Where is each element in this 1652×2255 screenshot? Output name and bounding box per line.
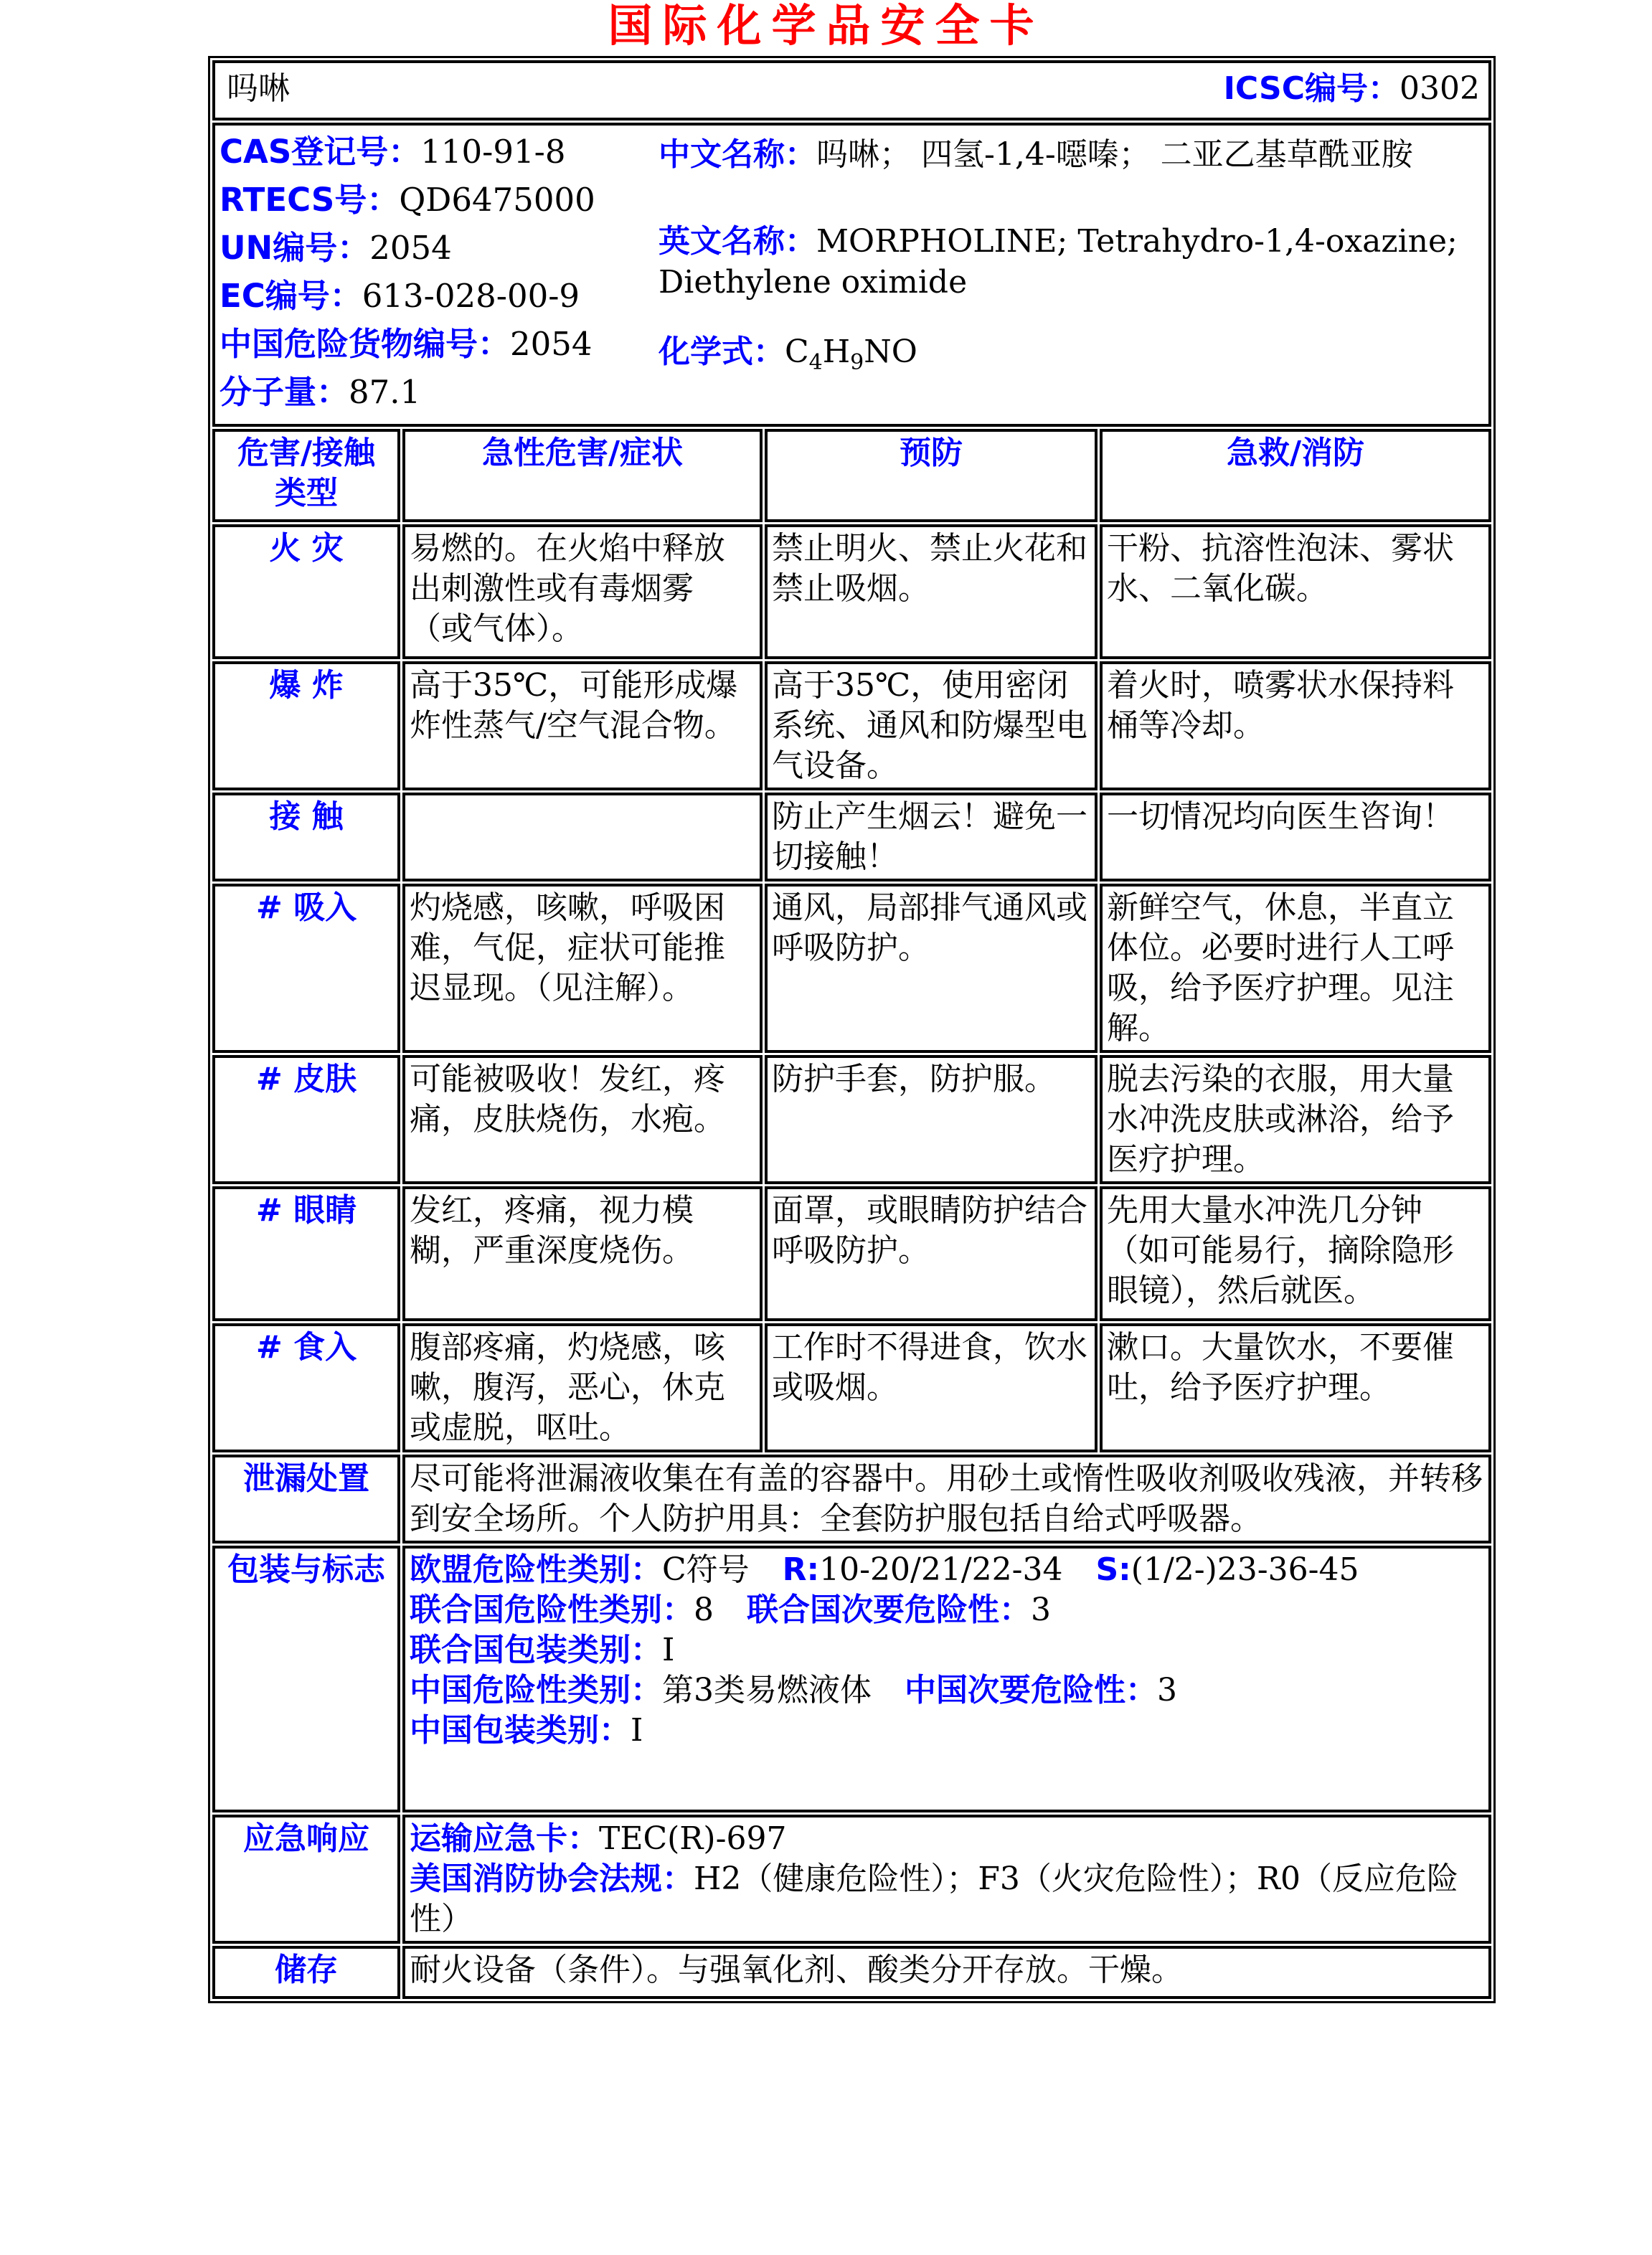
emergency-text [402,1815,1491,1944]
china-subrisk-label: 中国次要危险性： [905,1672,1157,1709]
china-packing-label: 中国包装类别： [410,1712,631,1749]
molecular-weight [220,374,659,410]
explosion-aid: 着火时，喷雾状水保持料桶等冷却。 [1100,661,1491,790]
rtecs-value: QD6475000 [399,181,595,219]
packaging-row [212,1546,1491,1812]
china-class-value: 第3类易燃液体 [662,1672,872,1709]
tec-value: TEC(R)-697 [599,1820,787,1858]
exposure-symptom [402,793,763,881]
explosion-label: 爆 炸 [212,661,400,790]
chemical-names [659,127,1484,383]
rtecs-number [220,182,659,218]
nfpa-label: 美国消防协会法规： [410,1861,694,1898]
un-packing-value: I [662,1632,675,1669]
identifiers-row [212,123,1491,427]
hazard-row-explosion [212,661,1491,790]
skin-aid: 脱去污染的衣服，用大量水冲洗皮肤或淋浴，给予医疗护理。 [1100,1055,1491,1184]
icsc-card [208,56,1481,2003]
skin-label: # 皮肤 [212,1055,400,1184]
storage-text: 耐火设备（条件）。与强氧化剂、酸类分开存放。干燥。 [402,1946,1491,1999]
un-label: UN编号： [220,229,370,268]
china-class-label: 中国危险性类别： [410,1672,662,1709]
formula-label: 化学式： [659,334,785,371]
header-prevention: 预防 [765,429,1098,522]
cas-value: 110-91-8 [420,133,566,171]
china-hazard-class [410,1670,1484,1711]
chinese-name-value: 吗啉； 四氢-1,4-噁嗪； 二亚乙基草酰亚胺 [816,136,1413,174]
ec-value: 613-028-00-9 [362,277,580,316]
ec-number [220,278,659,314]
skin-prevention: 防护手套，防护服。 [765,1055,1098,1184]
china-dg-number [220,326,659,362]
un-hazard-class [410,1590,1484,1630]
spill-text: 尽可能将泄漏液收集在有盖的容器中。用砂土或惰性吸收剂吸收残液，并转移到安全场所。个人防护用具：全套防护服包括自给式呼吸器。 [402,1455,1491,1543]
un-packing-group [410,1630,1484,1670]
un-class-label: 联合国危险性类别： [410,1592,694,1629]
inhalation-aid: 新鲜空气，休息，半直立体位。必要时进行人工呼吸，给予医疗护理。见注解。 [1100,884,1491,1053]
header-acute-hazards: 急性危害/症状 [402,429,763,522]
skin-symptom: 可能被吸收！发红，疼痛，皮肤烧伤，水疱。 [402,1055,763,1184]
english-name-value: MORPHOLINE; Tetrahydro-1,4-oxazine; Diethylene oximide [659,223,1458,301]
eyes-aid: 先用大量水冲洗几分钟（如可能易行，摘除隐形眼镜），然后就医。 [1100,1186,1491,1321]
un-value: 2054 [369,229,452,268]
substance-name: 吗啉 [227,70,290,108]
fire-aid: 干粉、抗溶性泡沫、雾状水、二氧化碳。 [1100,524,1491,659]
chinese-name [659,134,1484,175]
r-phrases-value: 10-20/21/22-34 [819,1551,1063,1589]
formula-value: $C_4H_9NO$ [785,334,917,375]
eu-hazard-class [410,1550,1484,1590]
ec-label: EC编号： [220,277,362,316]
card-header-cell [212,60,1491,120]
header-hazard-type: 危害/接触 类型 [212,429,400,522]
cas-label: CAS登记号： [220,133,421,171]
explosion-symptom: 高于35℃，可能形成爆炸性蒸气/空气混合物。 [402,661,763,790]
fire-prevention: 禁止明火、禁止火花和禁止吸烟。 [765,524,1098,659]
icsc-number-value: 0302 [1400,70,1481,108]
molecular-weight-value: 87.1 [349,373,421,412]
china-subrisk-value: 3 [1157,1672,1177,1709]
transport-emergency-card [410,1819,1484,1859]
ingestion-prevention: 工作时不得进食，饮水或吸烟。 [765,1323,1098,1452]
chinese-name-label: 中文名称： [659,136,816,174]
spill-label: 泄漏处置 [212,1455,400,1543]
card-header-row [212,60,1491,120]
identifiers-cell [212,123,1491,427]
header-firstaid-firefighting: 急救/消防 [1100,429,1491,522]
storage-label: 储存 [212,1946,400,1999]
hazard-row-ingestion [212,1323,1491,1452]
hazard-row-skin [212,1055,1491,1184]
china-packing-value: I [631,1712,643,1749]
inhalation-symptom: 灼烧感，咳嗽，呼吸困难，气促，症状可能推迟显现。（见注解）。 [402,884,763,1053]
un-subrisk-label: 联合国次要危险性： [747,1592,1031,1629]
un-packing-label: 联合国包装类别： [410,1632,662,1669]
eyes-symptom: 发红，疼痛，视力模糊，严重深度烧伤。 [402,1186,763,1321]
emergency-row [212,1815,1491,1944]
china-dg-value: 2054 [510,325,593,364]
emergency-label: 应急响应 [212,1815,400,1944]
explosion-prevention: 高于35℃，使用密闭系统、通风和防爆型电气设备。 [765,661,1098,790]
packaging-label: 包装与标志 [212,1546,400,1812]
english-name-label: 英文名称： [659,223,816,260]
page-title: 国际化学品安全卡 [608,0,1044,52]
eu-class-value: C符号 [662,1551,750,1589]
un-class-value: 8 [694,1592,714,1629]
english-name [659,221,1484,303]
ingestion-symptom: 腹部疼痛，灼烧感，咳嗽，腹泻，恶心，休克或虚脱，呕吐。 [402,1323,763,1452]
packaging-text [402,1546,1491,1812]
fire-label: 火 灾 [212,524,400,659]
hazard-header-row [212,429,1491,522]
s-phrases-value: (1/2-)23-36-45 [1131,1551,1359,1589]
eyes-label: # 眼睛 [212,1186,400,1321]
molecular-weight-label: 分子量： [220,373,349,412]
hazard-row-eyes [212,1186,1491,1321]
cas-number [220,134,659,170]
eu-class-label: 欧盟危险性类别： [410,1551,662,1589]
icsc-number [1224,69,1480,109]
inhalation-prevention: 通风，局部排气通风或呼吸防护。 [765,884,1098,1053]
china-dg-label: 中国危险货物编号： [220,325,511,364]
hazard-row-inhalation [212,884,1491,1053]
ingestion-label: # 食入 [212,1323,400,1452]
fire-symptom: 易燃的。在火焰中释放出刺激性或有毒烟雾（或气体）。 [402,524,763,659]
un-number [220,230,659,266]
exposure-prevention: 防止产生烟云！避免一切接触！ [765,793,1098,881]
nfpa-value: H2（健康危险性）；F3（火灾危险性）；R0（反应危险性） [410,1861,1459,1938]
spill-row [212,1455,1491,1543]
un-subrisk-value: 3 [1031,1592,1051,1629]
rtecs-label: RTECS号： [220,181,400,219]
s-phrases-label: S: [1095,1551,1131,1589]
exposure-label: 接 触 [212,793,400,881]
ingestion-aid: 漱口。大量饮水，不要催吐，给予医疗护理。 [1100,1323,1491,1452]
eyes-prevention: 面罩，或眼睛防护结合呼吸防护。 [765,1186,1098,1321]
inhalation-label: # 吸入 [212,884,400,1053]
icsc-table [208,56,1496,2003]
exposure-aid: 一切情况均向医生咨询！ [1100,793,1491,881]
r-phrases-label: R: [782,1551,820,1589]
storage-row [212,1946,1491,1999]
nfpa-code [410,1859,1484,1939]
hazard-row-fire [212,524,1491,659]
icsc-number-label: ICSC编号： [1223,70,1400,108]
chemical-formula [659,331,1484,383]
tec-label: 运输应急卡： [410,1820,599,1858]
identifier-list [220,127,659,422]
china-packing-group [410,1711,1484,1751]
hazard-row-exposure [212,793,1491,881]
